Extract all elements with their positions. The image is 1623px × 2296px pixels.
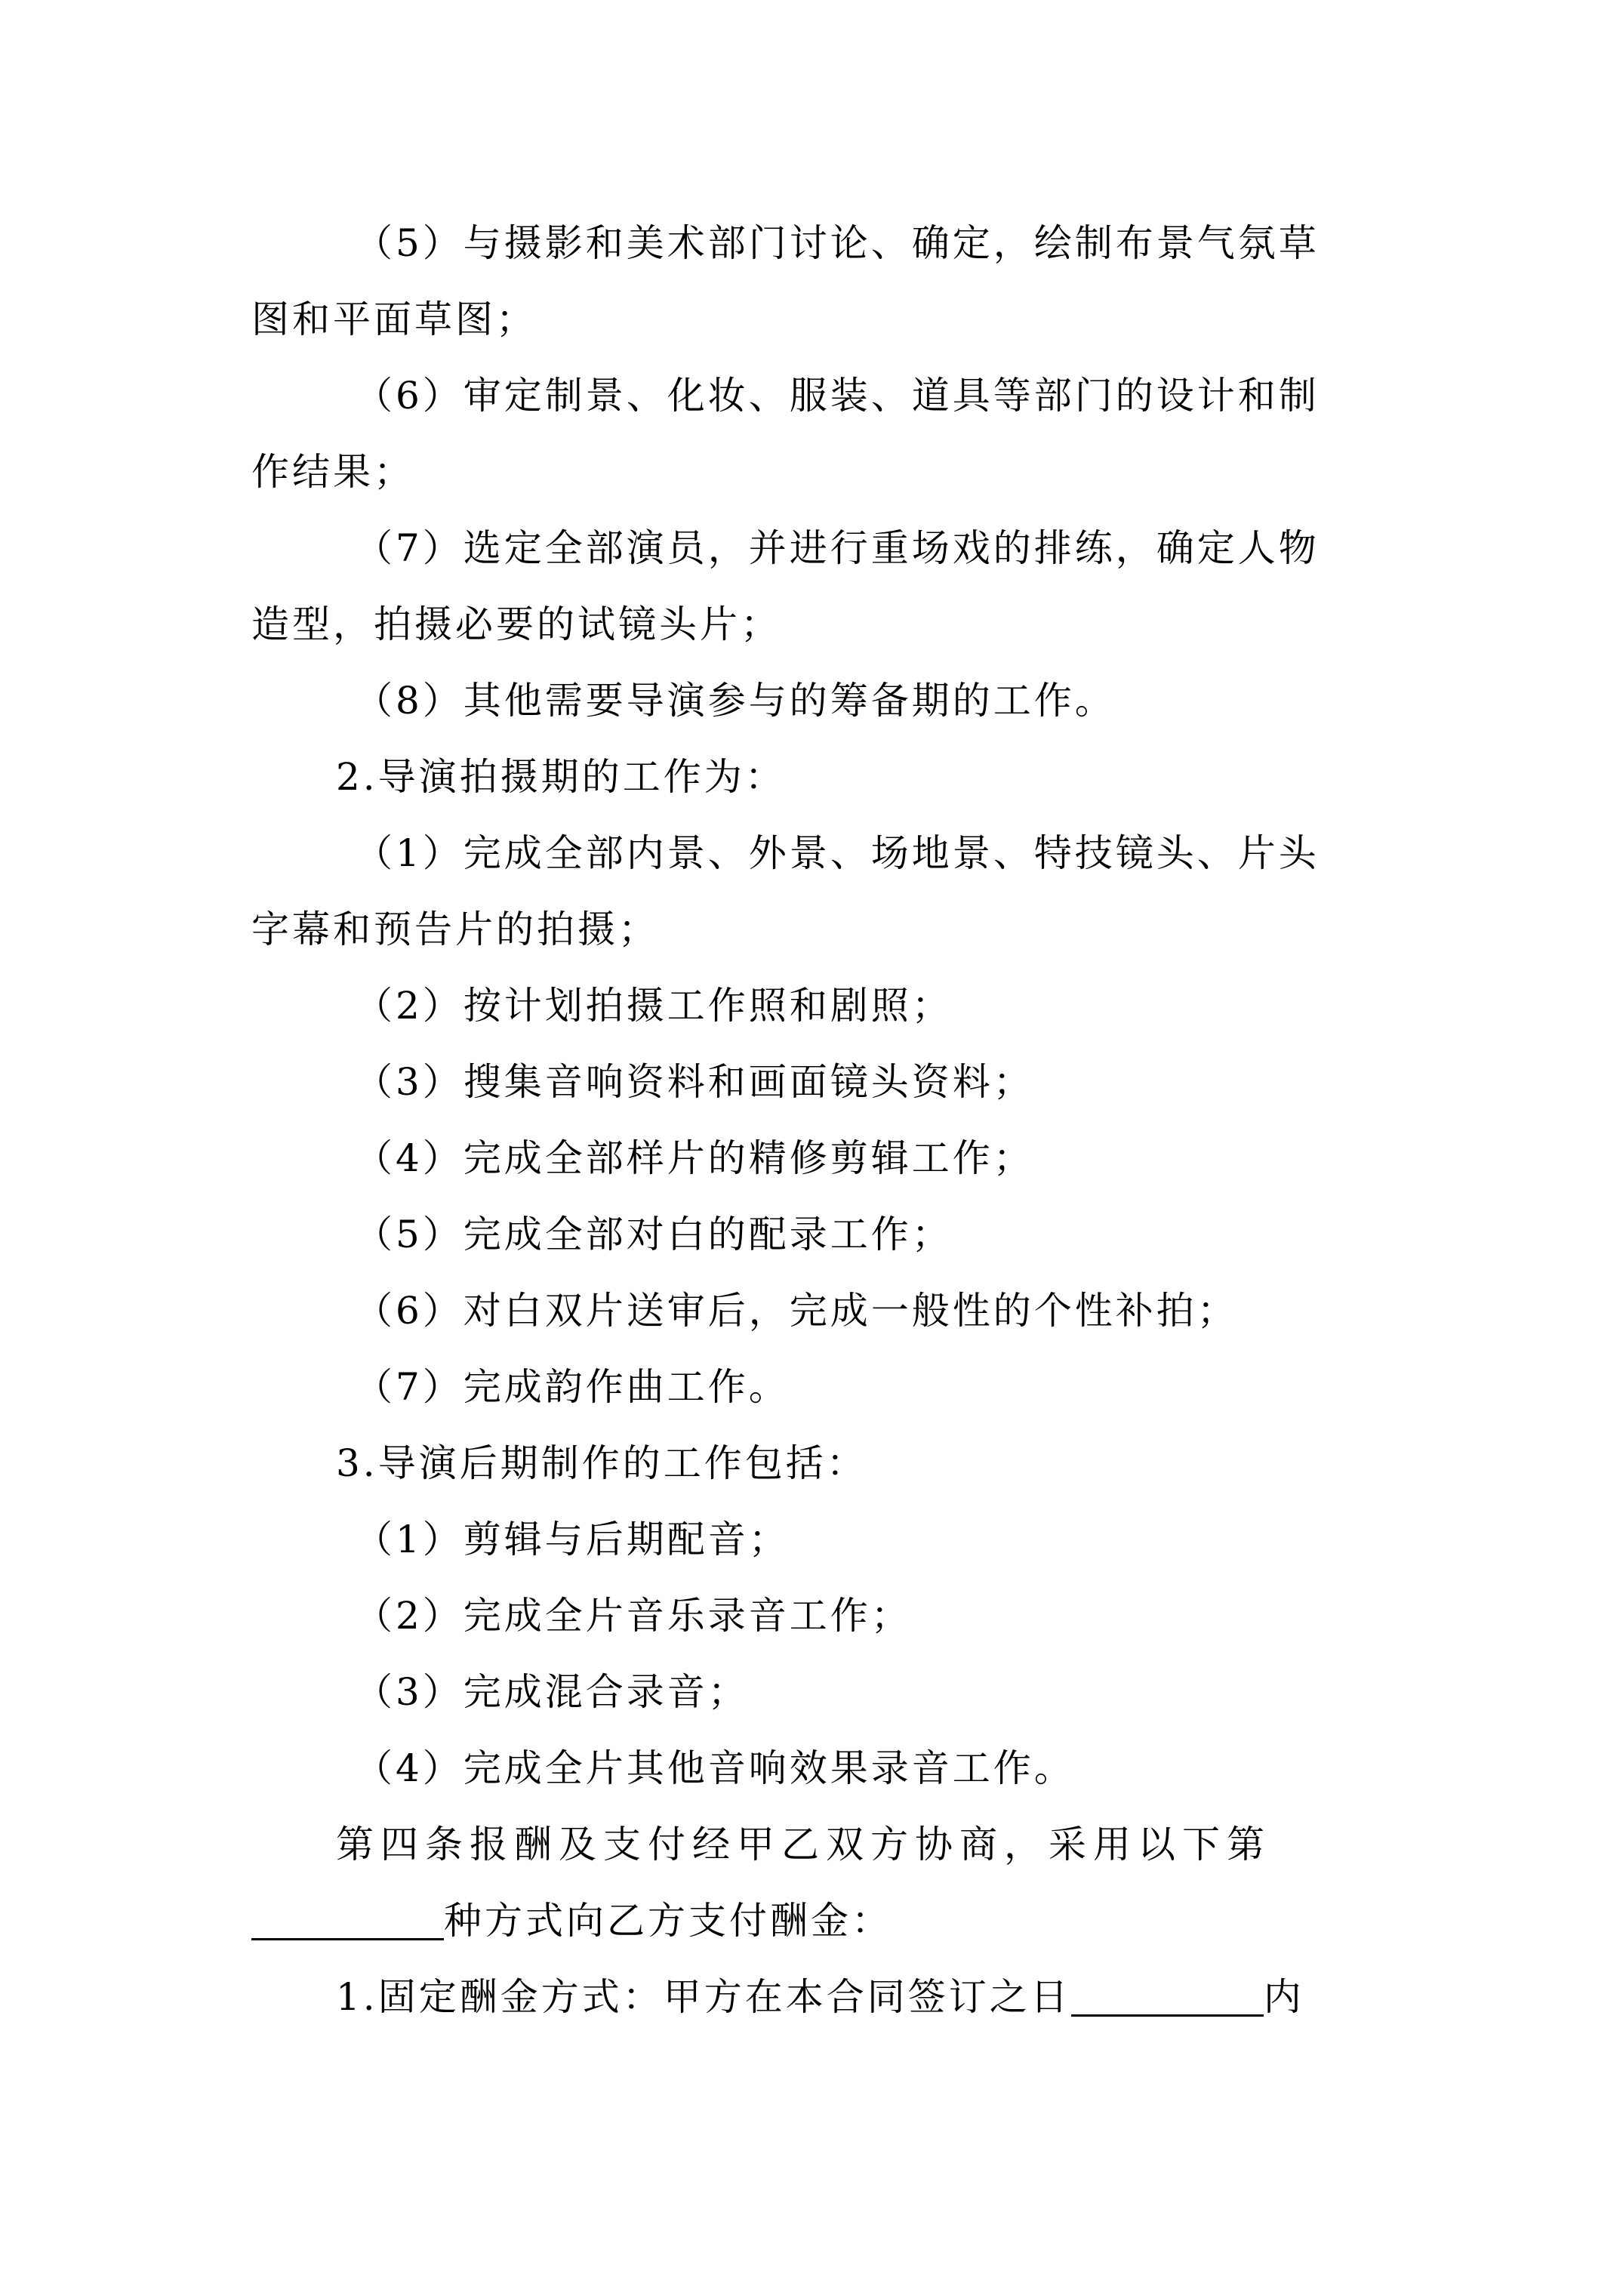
line-shoot-1-cont <box>251 899 1623 960</box>
text-line: 作结果； <box>251 450 414 494</box>
text-line: 字幕和预告片的拍摄； <box>251 908 659 951</box>
text-line: （4）完成全部样片的精修剪辑工作； <box>355 1136 1034 1180</box>
text-line: （5）与摄影和美术部门讨论、确定，绘制布景气氛草 <box>355 221 1320 265</box>
text-line: （3）完成混合录音； <box>355 1670 749 1714</box>
line-post-4 <box>355 1738 1623 1798</box>
line-post-3 <box>355 1662 1623 1722</box>
text-line: （8）其他需要导演参与的筹备期的工作。 <box>355 679 1116 723</box>
line-item-7-actors <box>355 518 1623 578</box>
text-line: （5）完成全部对白的配录工作； <box>355 1213 953 1256</box>
text-line: 2.导演拍摄期的工作为： <box>336 755 786 799</box>
text-line: 种方式向乙方支付酬金： <box>444 1899 892 1943</box>
text-line: （2）完成全片音乐录音工作； <box>355 1594 912 1638</box>
text-line: （1）剪辑与后期配音； <box>355 1518 790 1561</box>
line-shoot-7 <box>355 1357 1623 1417</box>
line-shoot-5 <box>355 1204 1623 1265</box>
text-line: （6）审定制景、化妆、服装、道具等部门的设计和制 <box>355 374 1320 418</box>
line-shoot-3 <box>355 1052 1623 1112</box>
text-line: 内 <box>1263 1975 1304 2019</box>
line-shoot-4 <box>355 1128 1623 1188</box>
section-heading-2 <box>336 747 1623 807</box>
text-line: （1）完成全部内景、外景、场地景、特技镜头、片头 <box>355 831 1320 875</box>
fill-in-blank[interactable] <box>1071 2014 1264 2017</box>
line-item-5-cont <box>251 289 1623 350</box>
text-line: （4）完成全片其他音响效果录音工作。 <box>355 1746 1075 1790</box>
text-line: 3.导演后期制作的工作包括： <box>336 1441 867 1485</box>
text-line: （7）选定全部演员，并进行重场戏的排练，确定人物 <box>355 526 1320 570</box>
line-item-5-design <box>355 213 1623 273</box>
text-line: 第四条报酬及支付经甲乙双方协商，采用以下第 <box>336 1823 1271 1866</box>
line-post-2 <box>355 1586 1623 1646</box>
article-4-heading <box>336 1814 1468 1875</box>
line-item-6-review <box>355 365 1623 426</box>
line-item-7-cont <box>251 594 1623 655</box>
text-line: （2）按计划拍摄工作照和剧照； <box>355 984 953 1028</box>
line-shoot-1 <box>355 823 1623 883</box>
text-line: （6）对白双片送审后，完成一般性的个性补拍； <box>355 1289 1238 1333</box>
text-line: （7）完成韵作曲工作。 <box>355 1365 790 1409</box>
text-line: 造型，拍摄必要的试镜头片； <box>251 603 781 646</box>
line-shoot-6 <box>355 1281 1623 1341</box>
text-line: 1.固定酬金方式：甲方在本合同签订之日 <box>336 1975 1071 2019</box>
fixed-fee-line <box>336 1967 1623 2027</box>
fill-in-blank[interactable] <box>251 1938 444 1940</box>
text-line: （3）搜集音响资料和画面镜头资料； <box>355 1060 1034 1104</box>
line-shoot-2 <box>355 975 1623 1036</box>
text-line: 图和平面草图； <box>251 297 537 341</box>
line-post-1 <box>355 1509 1623 1570</box>
article-4-payment-method <box>251 1891 1623 1951</box>
line-item-6-cont <box>251 442 1623 502</box>
section-heading-3 <box>336 1433 1623 1493</box>
line-item-8-other <box>355 670 1623 731</box>
